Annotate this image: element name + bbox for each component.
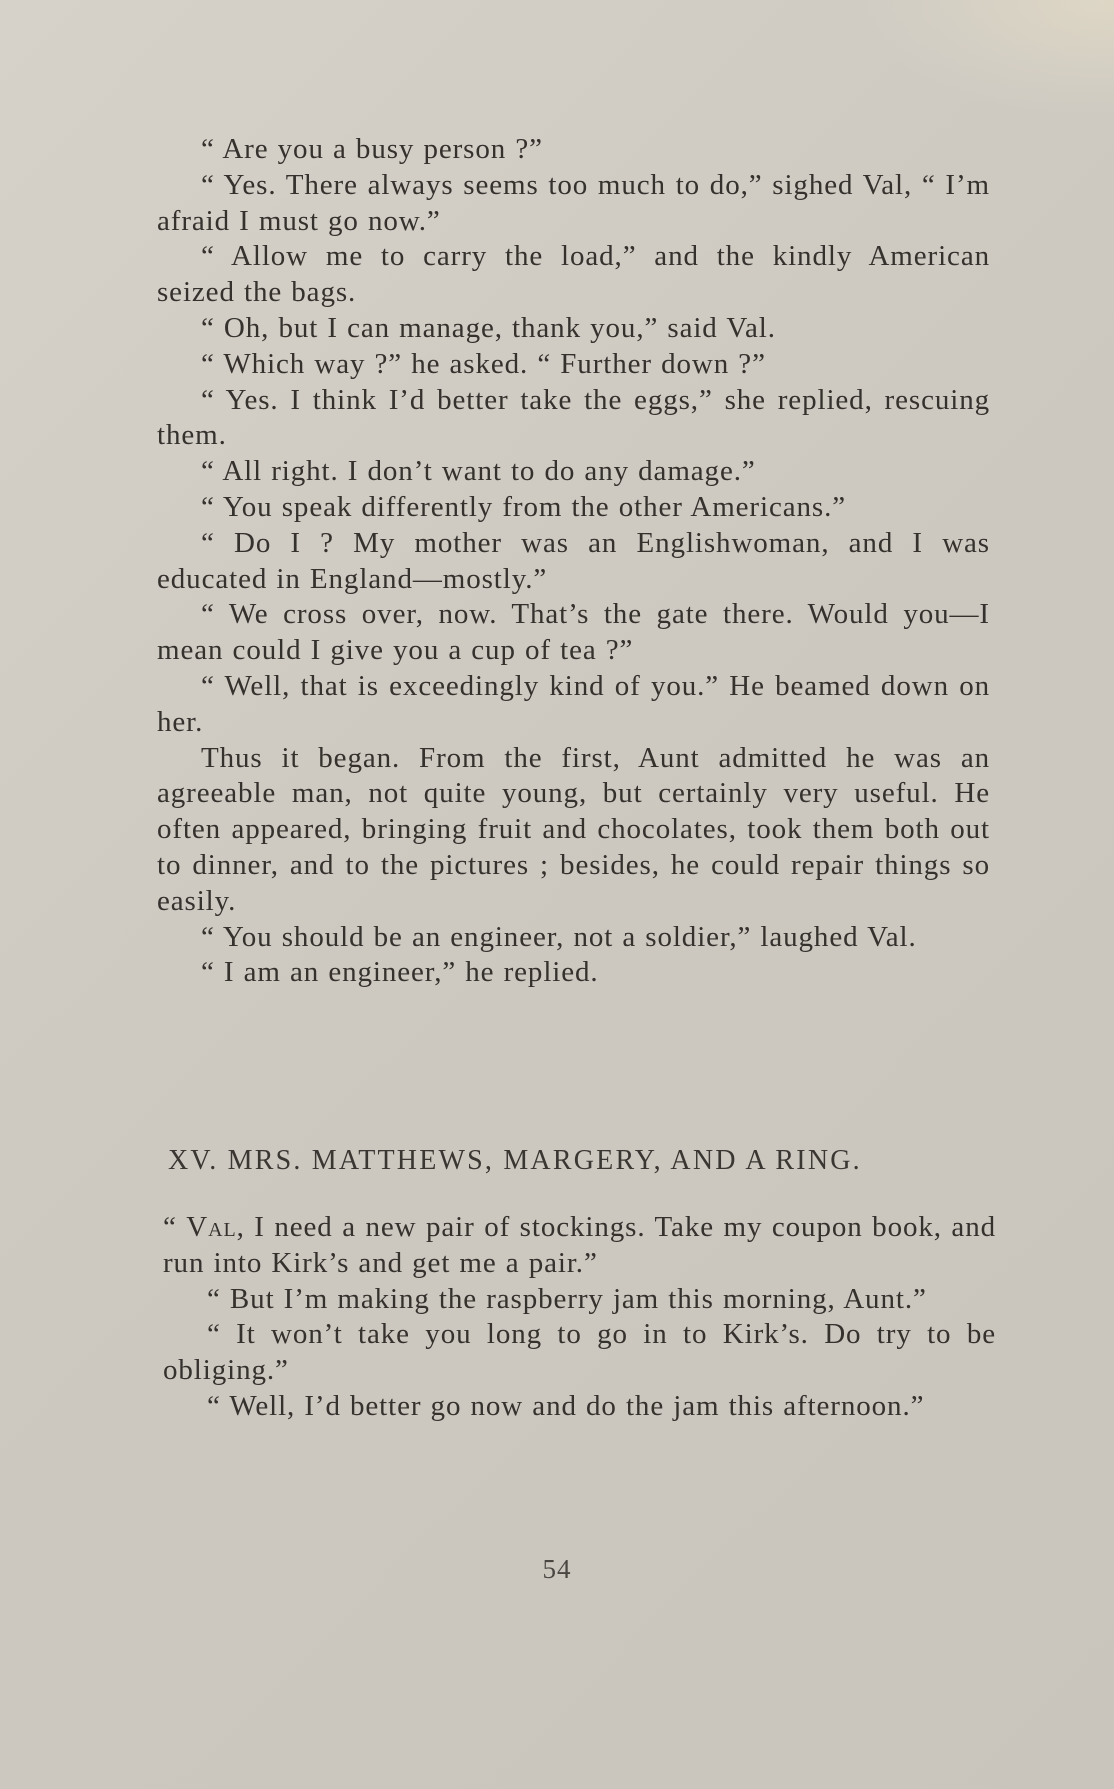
paragraph: “ But I’m making the raspberry jam this morning, Aunt.” [207,1282,927,1315]
paragraph: “ You should be an engineer, not a soldier,” laughed Val. [201,920,917,953]
opening-quote: “ [163,1211,187,1243]
first-paragraph-rest: I need a new pair of stockings. Take my coupon book, and run into Kirk’s and get me a pair.” [163,1211,997,1279]
paragraph: Thus it began. From the first, Aunt admitted he was an agreeable man, not quite young, but certainly very useful. He often appeared, bringing fruit and chocolates, took them both out to dinner, and to the pictures ; besides, he could repair things so easily. [157,741,990,917]
opening-word: Val, [186,1211,245,1243]
page-number: 54 [542,1554,572,1584]
paragraph: “ Are you a busy person ?” [201,133,543,165]
paragraph: “ It won’t take you long to go in to Kirk’s. Do try to be obliging.” [163,1318,996,1387]
paragraph: “ Well, that is exceedingly kind of you.” He beamed down on her. [157,669,990,738]
text-section-2 [163,1210,996,1425]
paragraph: “ I am an engineer,” he replied. [201,956,599,989]
chapter-first-paragraph [163,1210,996,1282]
paragraph: “ Oh, but I can manage, thank you,” said Val. [201,311,776,344]
paragraph: “ Which way ?” he asked. “ Further down ?” [201,347,766,380]
paragraph: “ Well, I’d better go now and do the jam this afternoon.” [207,1389,925,1422]
paragraph: “ We cross over, now. That’s the gate there. Would you—I mean could I give you a cup of tea ?” [157,598,990,667]
paragraph: “ Do I ? My mother was an Englishwoman, and I was educated in England—mostly.” [157,526,990,595]
paragraph: “ Yes. I think I’d better take the eggs,” she replied, rescuing them. [157,383,990,452]
chapter-heading: XV. MRS. MATTHEWS, MARGERY, AND A RING. [168,1145,862,1176]
paragraph: “ Yes. There always seems too much to do,” sighed Val, “ I’m afraid I must go now.” [157,168,990,237]
paper-corner-shade [854,0,1114,120]
paragraph: “ Allow me to carry the load,” and the kindly American seized the bags. [157,240,990,309]
paragraph: “ You speak differently from the other Americans.” [201,490,846,523]
text-section-1 [157,132,990,991]
paragraph: “ All right. I don’t want to do any damage.” [201,455,756,488]
